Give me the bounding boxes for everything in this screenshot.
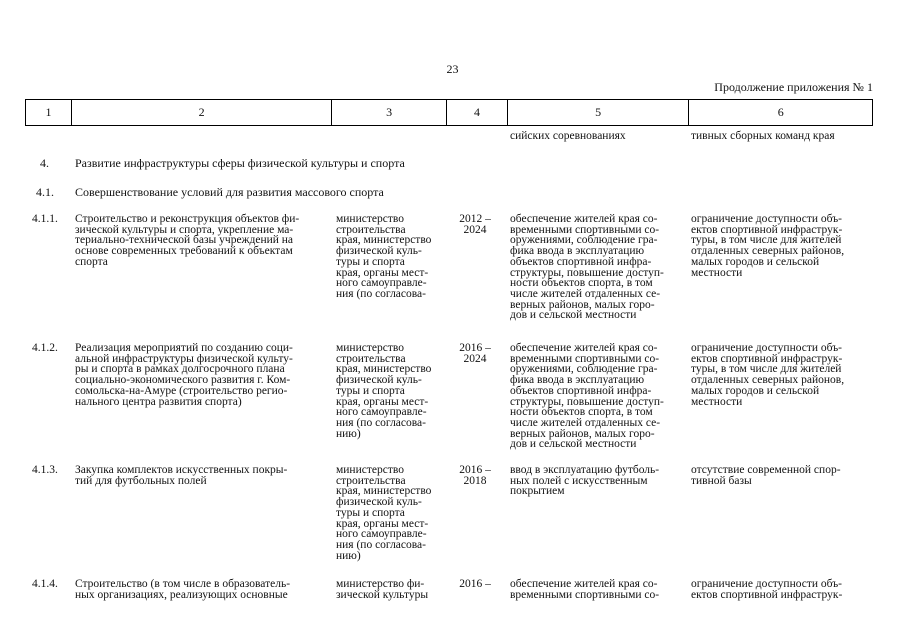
- column-header-6: 6: [777, 105, 784, 119]
- row-result: ввод в эксплуатацию футболь- ных полей с искусственным покрытием: [510, 464, 660, 498]
- row-executor: министерство фи- зической культуры: [336, 578, 429, 601]
- row-executor: министерство строительства края, министерство физической куль- туры и спорта края, органы мест- ного самоуправле- ния (по согласова-: [336, 213, 432, 300]
- section-title: Развитие инфраструктуры сферы физической культуры и спорта: [75, 156, 405, 170]
- row-period: 2016 – 2018: [459, 464, 491, 487]
- page-number: 23: [446, 62, 459, 76]
- continuation-note: Продолжение приложения № 1: [714, 80, 873, 94]
- row-consequence: отсутствие современной спор- тивной базы: [691, 464, 841, 487]
- row-executor: министерство строительства края, министерство физической куль- туры и спорта края, органы мест- ного самоуправле- ния (по согласова- нию): [336, 464, 432, 562]
- row-number: 4.1.1.: [32, 213, 58, 225]
- row-number: 4.1.4.: [32, 578, 58, 590]
- row-result: обеспечение жителей края со- временными спортивными со-: [510, 578, 660, 601]
- row-measure-name: Реализация мероприятий по созданию соци- альной инфраструктуры физической культу- ры и спорта в рамках долгосрочного плана социально-экономического развития г. Ком- сомольска-на-Амуре (строительство регио- нального центра развития спорта): [75, 342, 293, 408]
- column-header-2: 2: [72, 100, 332, 125]
- column-header-1: 1: [26, 100, 72, 125]
- row-consequence: ограничение доступности объ- ектов спортивной инфраструк-: [691, 578, 843, 601]
- row-number: 4.1.3.: [32, 464, 58, 476]
- carryover-consequence: тивных сборных команд края: [691, 130, 835, 142]
- row-period: 2016 – 2024: [459, 342, 491, 365]
- row-consequence: ограничение доступности объ- ектов спортивной инфраструк- туры, в том числе для жителей отдаленных северных районов, малых городов и сельской местности: [691, 213, 845, 279]
- subsection-number: 4.1.: [36, 185, 54, 199]
- row-measure-name: Закупка комплектов искусственных покры- тий для футбольных полей: [75, 464, 288, 487]
- column-header-3: 3: [332, 100, 447, 125]
- row-period: 2016 –: [459, 578, 491, 590]
- row-consequence: ограничение доступности объ- ектов спортивной инфраструк- туры, в том числе для жителей отдаленных северных районов, малых городов и сельской местности: [691, 342, 845, 408]
- row-number: 4.1.2.: [32, 342, 58, 354]
- column-header-row: [25, 99, 873, 126]
- row-result: обеспечение жителей края со- временными спортивными со- оружениями, соблюдение гра- фика ввода в эксплуатацию объектов спортивной инфра- структуры, повышение доступ- ности объектов спорта, в том числе жителей отдаленных се- верных районов, малых горо- дов и сельской местности: [510, 342, 664, 451]
- row-executor: министерство строительства края, министерство физической куль- туры и спорта края, органы мест- ного самоуправле- ния (по согласова- нию): [336, 342, 432, 440]
- column-header-5: 5: [508, 100, 690, 125]
- column-header-4: 4: [447, 100, 508, 125]
- row-result: обеспечение жителей края со- временными спортивными со- оружениями, соблюдение гра- фика ввода в эксплуатацию объектов спортивной инфра- структуры, повышение доступ- ности объектов спорта, в том числе жителей отдаленных се- верных районов, малых горо- дов и сельской местности: [510, 213, 664, 322]
- row-measure-name: Строительство и реконструкция объектов фи- зической культуры и спорта, укрепление ма- териально-технической базы учреждений на основе современных требований к объектам спорта: [75, 213, 300, 268]
- subsection-title: Совершенствование условий для развития массового спорта: [75, 185, 384, 199]
- row-measure-name: Строительство (в том числе в образователь- ных организациях, реализующих основные: [75, 578, 291, 601]
- carryover-result: сийских соревнованиях: [510, 130, 626, 142]
- section-number: 4.: [40, 156, 49, 170]
- row-period: 2012 – 2024: [459, 213, 491, 236]
